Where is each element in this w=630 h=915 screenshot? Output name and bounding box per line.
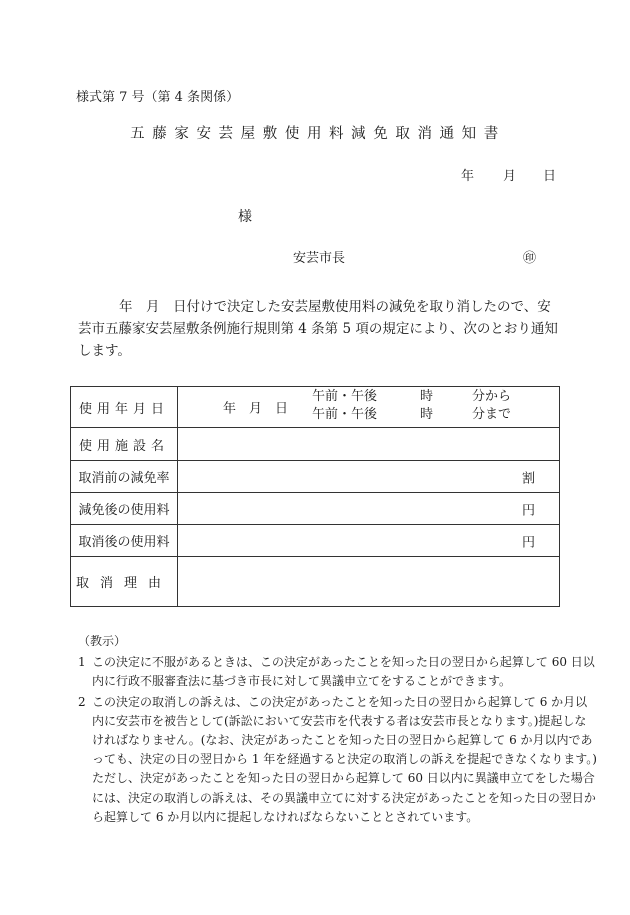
instruction-line: ければなりません。(なお、決定があったことを知った日の翌日から起算して 6 か月以内であ bbox=[92, 733, 593, 748]
notice-body bbox=[78, 296, 564, 362]
usage-date-label: 使用年月日 bbox=[71, 387, 178, 428]
time-from-minute: 分から bbox=[472, 389, 512, 404]
notice-body-line: します。 bbox=[78, 343, 131, 359]
table-row-fee-after-cancellation bbox=[71, 525, 560, 557]
date-year-label: 年 bbox=[461, 169, 475, 184]
addressee-suffix: 様 bbox=[238, 209, 252, 225]
instruction-line: 内に安芸市を被告として(訴訟において安芸市を代表する者は安芸市長となります。)提起しな bbox=[92, 713, 587, 728]
instruction-line: ただし、決定があったことを知った日の翌日から起算して 60 日以内に異議申立てをした場合 bbox=[92, 771, 595, 786]
instruction-number: 2 bbox=[78, 694, 86, 709]
form-number: 様式第 7 号（第 4 条関係） bbox=[76, 90, 240, 105]
facility-field[interactable] bbox=[178, 428, 560, 461]
reduction-rate-label: 取消前の減免率 bbox=[71, 461, 178, 493]
reduction-rate-field[interactable] bbox=[178, 461, 560, 493]
instruction-item bbox=[78, 693, 597, 827]
instruction-line bbox=[78, 653, 595, 672]
table-row-reduction-rate bbox=[71, 461, 560, 493]
time-to-hour: 時 bbox=[420, 407, 434, 422]
appeal-instructions bbox=[78, 632, 597, 828]
fee-after-cancellation-field[interactable] bbox=[178, 525, 560, 557]
instruction-item bbox=[78, 653, 595, 691]
table-row-fee-after-reduction bbox=[71, 493, 560, 525]
usage-date-field[interactable] bbox=[178, 387, 560, 428]
time-to-minute: 分まで bbox=[472, 407, 512, 422]
fee-after-reduction-unit: 円 bbox=[521, 503, 535, 518]
date-day-label: 日 bbox=[543, 169, 557, 184]
table-row-usage-date bbox=[71, 387, 560, 428]
reduction-rate-unit: 割 bbox=[521, 471, 535, 486]
reason-field[interactable] bbox=[178, 557, 560, 607]
notice-body-line: 年 月 日付けで決定した安芸屋敷使用料の減免を取り消したので、安 bbox=[119, 299, 551, 315]
instruction-number: 1 bbox=[78, 655, 86, 670]
instructions-heading: （教示） bbox=[78, 634, 127, 648]
instruction-line bbox=[78, 693, 588, 712]
document-title: 五藤家安芸屋敷使用料減免取消通知書 bbox=[130, 126, 506, 142]
fee-after-cancellation-label: 取消後の使用料 bbox=[71, 525, 178, 557]
fee-after-reduction-field[interactable] bbox=[178, 493, 560, 525]
instruction-text: この決定に不服があるときは、この決定があったことを知った日の翌日から起算して 60 日以 bbox=[92, 655, 595, 670]
instruction-line: ら起算して 6 か月以内に提起しなければならないこととされています。 bbox=[92, 809, 479, 824]
fee-after-cancellation-unit: 円 bbox=[521, 535, 535, 550]
time-to-ampm: 午前・午後 bbox=[312, 407, 378, 422]
usage-date-ymd: 年 月 日 bbox=[223, 401, 289, 417]
table-row-facility bbox=[71, 428, 560, 461]
usage-time-range bbox=[312, 388, 511, 424]
reason-label: 取消理由 bbox=[71, 557, 178, 607]
time-from-ampm: 午前・午後 bbox=[312, 389, 378, 404]
instruction-line: 内に行政不服審査法に基づき市長に対して異議申立てをすることができます。 bbox=[92, 674, 512, 689]
time-to-line bbox=[312, 406, 511, 424]
time-from-hour: 時 bbox=[420, 389, 434, 404]
issuer-name: 安芸市長 bbox=[293, 251, 346, 266]
instruction-line: っても、決定の日の翌日から 1 年を経過すると決定の取消しの訴えを提起できなくなります。) bbox=[92, 752, 597, 767]
facility-label: 使用施設名 bbox=[71, 428, 178, 461]
fee-after-reduction-label: 減免後の使用料 bbox=[71, 493, 178, 525]
table-row-reason bbox=[71, 557, 560, 607]
date-month-label: 月 bbox=[503, 169, 517, 184]
instruction-line: には、決定の取消しの訴えは、その異議申立てに対する決定があったことを知った日の翌日か bbox=[92, 790, 596, 805]
details-table bbox=[70, 386, 560, 607]
seal-mark: ㊞ bbox=[523, 251, 537, 266]
time-from-line bbox=[312, 388, 511, 406]
notice-body-line: 芸市五藤家安芸屋敷条例施行規則第 4 条第 5 項の規定により、次のとおり通知 bbox=[78, 321, 558, 337]
instruction-text: この決定の取消しの訴えは、この決定があったことを知った日の翌日から起算して 6 か月以 bbox=[92, 694, 588, 709]
